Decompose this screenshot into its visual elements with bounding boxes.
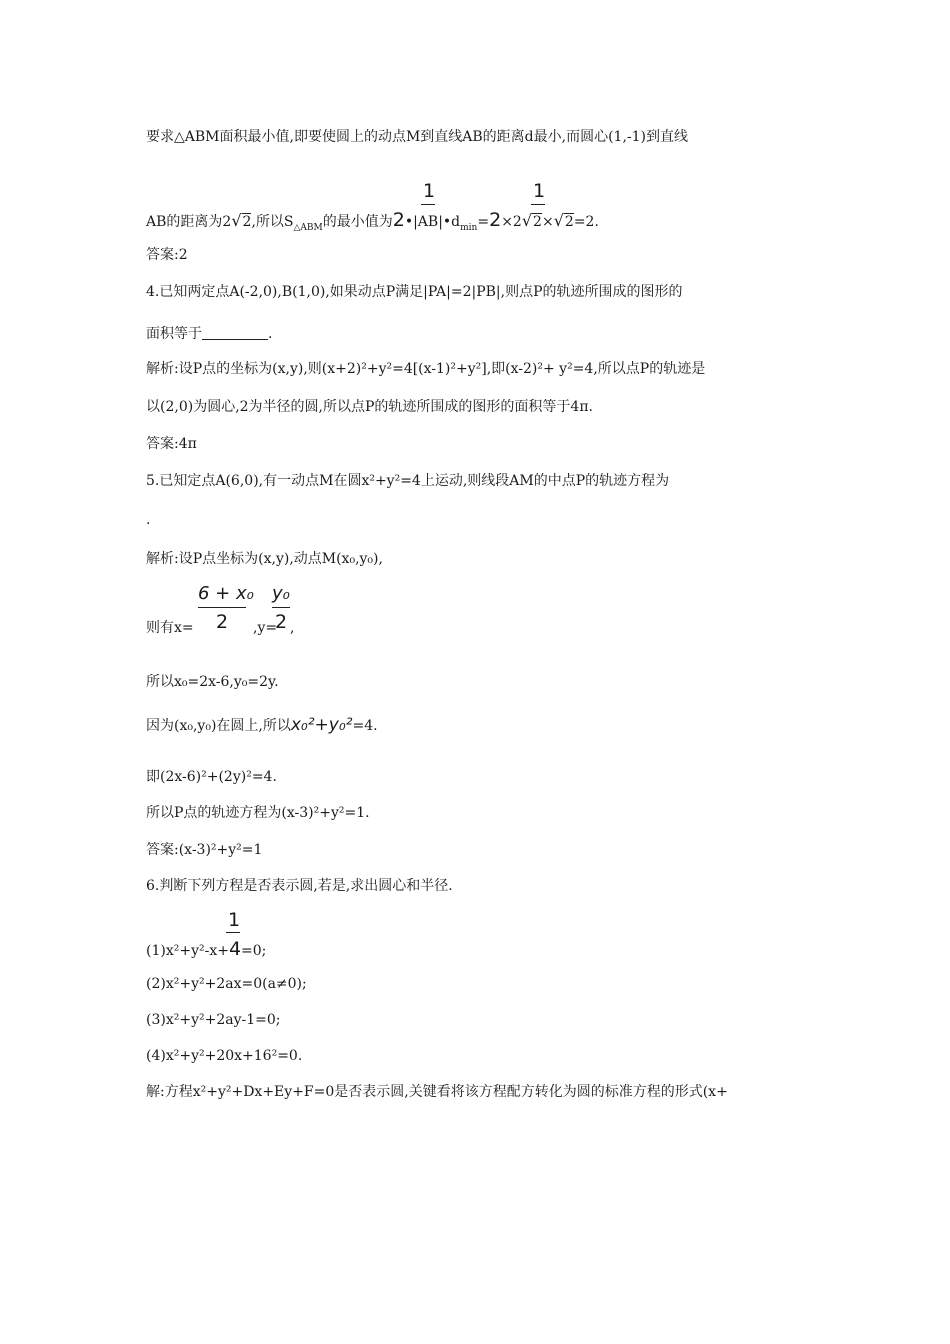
- text-fragment: ,y=: [253, 620, 278, 636]
- text-line: 所以x₀=2x-6,y₀=2y.: [146, 674, 279, 690]
- math-expression: x₀²+y₀²: [290, 715, 353, 735]
- fraction-bar: [198, 607, 246, 608]
- text-line: 所以P点的轨迹方程为(x-3)²+y²=1.: [146, 805, 370, 821]
- radicand: 2: [564, 214, 574, 230]
- question-line: 4.已知两定点A(-2,0),B(1,0),如果动点P满足|PA|=2|PB|,则点P的轨迹所围成的图形的: [146, 284, 683, 300]
- text-fragment: .: [268, 326, 273, 342]
- text-line: [146, 940, 266, 960]
- text-line: (3)x²+y²+2ay-1=0;: [146, 1012, 281, 1028]
- fraction-bar: [531, 204, 545, 205]
- text-line: (2)x²+y²+2ax=0(a≠0);: [146, 976, 307, 992]
- fraction-numerator: y₀: [272, 583, 290, 604]
- fraction-denominator: 2: [489, 209, 502, 231]
- fraction-bar: [272, 607, 290, 608]
- text-line: [146, 716, 378, 735]
- fraction-numerator: 6 + x₀: [198, 583, 254, 604]
- text-fragment: =4.: [352, 718, 378, 734]
- answer-line: 答案:4π: [146, 436, 197, 452]
- text-line: 解析:设P点的坐标为(x,y),则(x+2)²+y²=4[(x-1)²+y²],即(x-2)²+ y²=4,所以点P的轨迹是: [146, 361, 706, 377]
- text-fragment: ×: [541, 214, 554, 230]
- fraction-denominator: 2: [392, 209, 405, 231]
- fraction-numerator: 1: [423, 180, 436, 202]
- sqrt-expression: √2: [553, 211, 574, 230]
- text-line: .: [146, 512, 151, 528]
- sqrt-expression: √2: [521, 211, 542, 230]
- text-fragment: 面积等于: [146, 326, 202, 342]
- text-fragment: =2.: [573, 214, 599, 230]
- text-fragment: ,: [290, 620, 295, 636]
- text-fragment: (1)x²+y²-x+: [146, 943, 229, 959]
- question-line: 5.已知定点A(6,0),有一动点M在圆x²+y²=4上运动,则线段AM的中点P的轨迹方程为: [146, 473, 670, 489]
- text-fragment: 因为(x₀,y₀)在圆上,所以: [146, 718, 291, 734]
- fraction-denominator: 2: [275, 611, 288, 633]
- fraction-numerator: 1: [533, 180, 546, 202]
- text-line: 以(2,0)为圆心,2为半径的圆,所以点P的轨迹所围成的图形的面积等于4π.: [146, 399, 593, 415]
- answer-line: 答案:(x-3)²+y²=1: [146, 842, 263, 858]
- radicand: 2: [242, 214, 252, 230]
- fraction-bar: [421, 204, 435, 205]
- text-fragment: ,所以S: [251, 214, 294, 230]
- radicand: 2: [533, 214, 542, 230]
- text-line: 解析:设P点坐标为(x,y),动点M(x₀,y₀),: [146, 551, 383, 567]
- question-line: 6.判断下列方程是否表示圆,若是,求出圆心和半径.: [146, 878, 453, 894]
- fraction-denominator: 4: [228, 938, 242, 960]
- text-fragment: •|AB|•d: [404, 214, 461, 230]
- text-fragment: =: [477, 214, 490, 230]
- text-line: 即(2x-6)²+(2y)²=4.: [146, 769, 277, 785]
- text-line: (4)x²+y²+20x+16²=0.: [146, 1048, 303, 1064]
- sqrt-expression: √2: [231, 211, 252, 230]
- fraction-bar: [226, 932, 240, 933]
- text-fragment: =0;: [241, 943, 267, 959]
- text-fragment: AB的距离为2: [146, 214, 232, 230]
- text-line: [146, 210, 599, 231]
- fraction-denominator: 2: [216, 611, 229, 633]
- answer-blank: [202, 325, 268, 340]
- fraction-numerator: 1: [228, 909, 241, 931]
- text-line: [146, 325, 272, 343]
- text-fragment: ×2: [501, 214, 522, 230]
- text-line: 要求△ABM面积最小值,即要使圆上的动点M到直线AB的距离d最小,而圆心(1,-1)到直线: [146, 129, 689, 145]
- subscript: △ABM: [293, 222, 323, 233]
- text-fragment: 则有x=: [146, 620, 194, 636]
- text-fragment: 的最小值为: [322, 214, 393, 230]
- text-line: 解:方程x²+y²+Dx+Ey+F=0是否表示圆,关键看将该方程配方转化为圆的标准方程的形式(x+: [146, 1084, 728, 1100]
- subscript: min: [460, 222, 478, 233]
- answer-line: 答案:2: [146, 247, 188, 263]
